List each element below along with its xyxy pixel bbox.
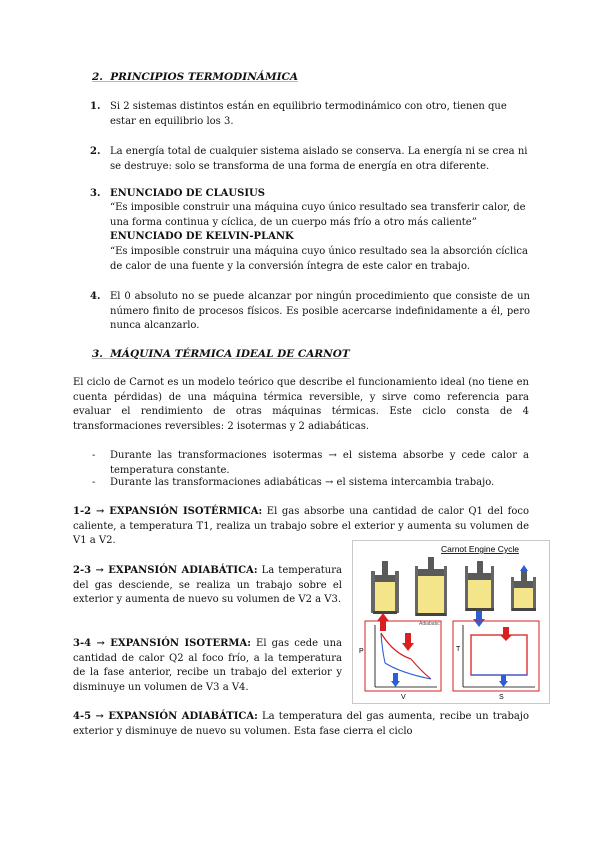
clausius-text: “Es imposible construir una máquina cuyo único resultado sea transferir calor, de una forma continua y cíclica, de un cuerpo más frío a otro más caliente” (110, 202, 526, 228)
list-number: 1. (90, 101, 101, 112)
cold-arrow-icon (473, 611, 485, 627)
step-3-4: 3-4 → EXPANSIÓN ISOTERMA: El gas cede una cantidad de calor Q2 al foco frío, a la temperatura de la fase anterior, recibe un trabajo del exterior y disminuye un volumen de V3 a V4. (73, 638, 343, 693)
kelvin-plank-heading: ENUNCIADO DE KELVIN-PLANK (110, 231, 294, 242)
principle-4-text: El 0 absoluto no se puede alcanzar por ningún procedimiento que consiste de un número finito de procesos físicos. Es posible acercarse indefinidamente a él, pero nunca alcanzarlo. (110, 291, 530, 331)
carnot-cycle-figure (352, 540, 550, 704)
list-number: 4. (90, 291, 101, 302)
pv-y-label: P (359, 648, 364, 655)
principle-1-text: Si 2 sistemas distintos están en equilibrio termodinámico con otro, tienen que estar en equilibrio los 3. (110, 101, 507, 127)
figure-title: Carnot Engine Cycle (441, 544, 519, 554)
bullet-adiabaticas: Durante las transformaciones adiabáticas → el sistema intercambia trabajo. (110, 477, 495, 488)
kelvin-plank-text: “Es imposible construir una máquina cuyo único resultado sea la absorción cíclica de calor de una fuente y la conversión íntegra de este calor en trabajo. (110, 246, 528, 272)
list-number: 3. (90, 188, 101, 199)
pv-diagram (359, 621, 441, 701)
hot-arrow-icon (377, 613, 389, 631)
bullet-dash: - (92, 477, 96, 488)
principle-2-text: La energía total de cualquier sistema aislado se conserva. La energía ni se crea ni se destruye: solo se transforma de una forma de energía en otra diferente. (110, 146, 528, 172)
step-2-3: 2-3 → EXPANSIÓN ADIABÁTICA: La temperatura del gas desciende, se realiza un trabajo sobre el exterior y aumenta de nuevo su volumen de V2 a V3. (73, 565, 342, 605)
ts-diagram (453, 621, 539, 701)
cylinder-3 (465, 561, 494, 611)
ts-y-label: T (456, 646, 461, 653)
section-2-heading: 2. PRINCIPIOS TERMODINÁMICA (92, 71, 298, 83)
clausius-heading: ENUNCIADO DE CLAUSIUS (110, 188, 265, 199)
bullet-dash: - (92, 450, 96, 461)
step-1-2: 1-2 → EXPANSIÓN ISOTÉRMICA: El gas absorbe una cantidad de calor Q1 del foco caliente, a temperatura T1, realiza un trabajo sobre el exterior y aumenta su volumen de V1 a V2. (73, 506, 529, 546)
carnot-diagram-svg (353, 541, 549, 703)
cylinder-1 (371, 561, 399, 614)
step-4-5: 4-5 → EXPANSIÓN ADIABÁTICA: La temperatura del gas aumenta, recibe un trabajo exterior y disminuye de nuevo su volumen. Esta fase cierra el ciclo (73, 711, 529, 737)
cylinder-4 (511, 565, 536, 611)
figure-caption: Adiabatic (419, 621, 440, 627)
bullet-isotermas: Durante las transformaciones isotermas → el sistema absorbe y cede calor a temperatura constante. (110, 450, 529, 476)
list-number: 2. (90, 146, 101, 157)
cylinder-2 (415, 557, 447, 627)
pv-x-label: V (401, 694, 406, 701)
section-3-heading: 3. MÁQUINA TÉRMICA IDEAL DE CARNOT (92, 348, 350, 360)
ts-x-label: S (499, 694, 504, 701)
carnot-intro-paragraph: El ciclo de Carnot es un modelo teórico que describe el funcionamiento ideal (no tiene en cuenta pérdidas) de una máquina térmica reversible, y sirve como referencia para evaluar el rendimiento de otras máquinas térmicas. Este ciclo consta de 4 transformaciones reversibles: 2 isotermas y 2 adiabáticas. (73, 377, 529, 432)
